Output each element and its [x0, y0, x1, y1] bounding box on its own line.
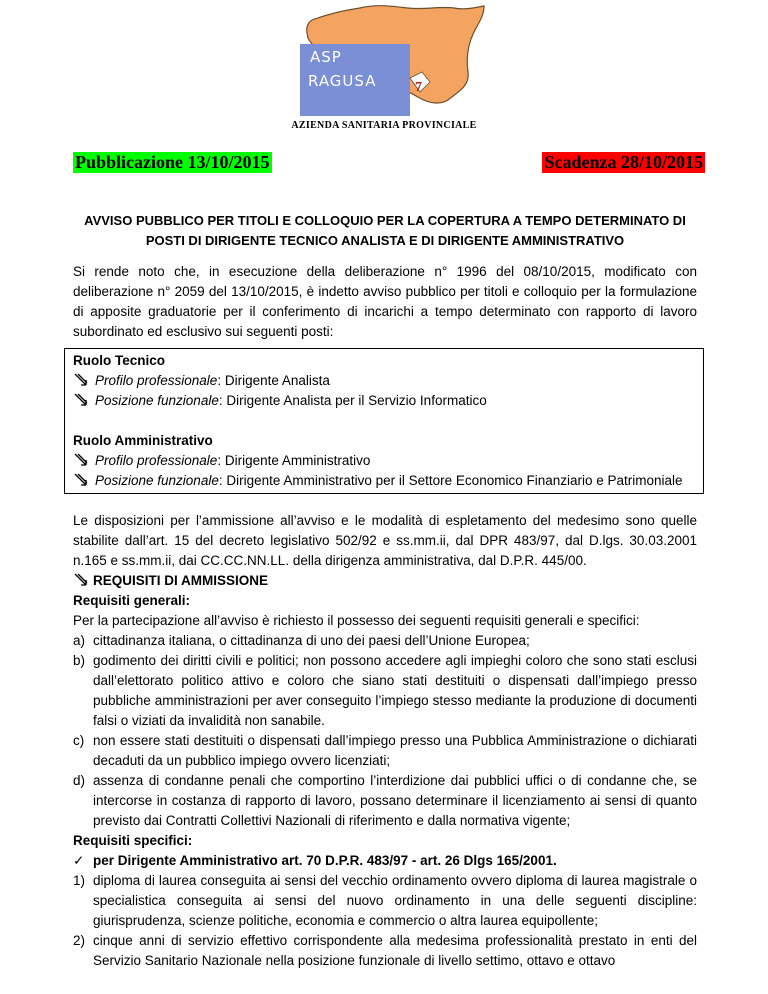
deadline-date: Scadenza 28/10/2015 [544, 152, 703, 172]
logo-text-asp: ASP [310, 48, 342, 66]
arrow-bullet-icon [73, 391, 91, 411]
role-technical-position: Posizione funzionale: Dirigente Analista per il Servizio Informatico [73, 391, 695, 411]
role-admin-heading: Ruolo Amministrativo [73, 433, 213, 448]
logo-text-ragusa: RAGUSA [308, 72, 377, 90]
list-item: 2) cinque anni di servizio effettivo corrispondente alla medesima professionalità prestato in enti del Servizio Sanitario Nazionale nella posizione funzionale di livello settimo, ottavo e ottavo [73, 933, 697, 968]
dispositions-paragraph: Le disposizioni per l’ammissione all’avviso e le modalità di espletamento del medesimo sono quelle stabilite dall’art. 15 del decreto legislativo 502/92 e ss.mm.ii, dal DPR 483/97, dal D.lgs. 30.03.2001 n.165 e ss.mm.ii, dai CC.CC.NN.LL. della dirigenza amministrativa, dal D.P.R. 445/00. [73, 513, 697, 568]
role-technical-profile: Profilo professionale: Dirigente Analista [73, 371, 695, 391]
document-body [73, 511, 697, 971]
requirements-heading: REQUISITI DI AMMISSIONE [73, 571, 697, 591]
arrow-bullet-icon [73, 451, 91, 471]
agency-name: AZIENDA SANITARIA PROVINCIALE [291, 120, 477, 131]
general-requirements-intro: Per la partecipazione all’avviso è richiesto il possesso dei seguenti requisiti generali e specifici: [73, 613, 640, 628]
specific-requirements-bullet: ✓ per Dirigente Amministrativo art. 70 D.P.R. 483/97 - art. 26 Dlgs 165/2001. [73, 851, 697, 871]
arrow-bullet-icon [73, 571, 89, 591]
role-technical-heading: Ruolo Tecnico [73, 353, 166, 368]
list-item: b) godimento dei diritti civili e politici; non possono accedere agli impieghi coloro che sono stati esclusi dall’elettorato politico attivo e coloro che siano stati destituiti o dispensati dall’impiego presso pubbliche amministrazioni per aver conseguito l’impiego stesso mediante la produzione di documenti falsi o viziati da invalidità non sanabile. [73, 653, 697, 728]
role-admin-position: Posizione funzionale: Dirigente Amministrativo per il Settore Economico Finanziario e Patrimoniale [73, 471, 695, 491]
arrow-bullet-icon [73, 371, 91, 391]
list-item: 1) diploma di laurea conseguita ai sensi del vecchio ordinamento ovvero diploma di laurea magistrale o specialistica conseguita ai sensi del nuovo ordinamento in una delle seguenti discipline: giurisprudenza, scienze politiche, economia e commercio o altra laurea equipollente; [73, 873, 697, 928]
general-requirements-heading: Requisiti generali: [73, 593, 191, 608]
notice-title: AVVISO PUBBLICO PER TITOLI E COLLOQUIO PER LA COPERTURA A TEMPO DETERMINATO DI POSTI DI DIRIGENTE TECNICO ANALISTA E DI DIRIGENTE AMMINISTRATIVO [84, 213, 686, 248]
role-admin-profile: Profilo professionale: Dirigente Amministrativo [73, 451, 695, 471]
intro-paragraph: Si rende noto che, in esecuzione della deliberazione n° 1996 del 08/10/2015, modificato con deliberazione n° 2059 del 13/10/2015, è indetto avviso pubblico per titoli e colloquio per la formulazione di apposite graduatorie per il conferimento di incarichi a tempo determinato con rapporto di lavoro subordinato ed esclusivo sui seguenti posti: [73, 264, 697, 339]
roles-box [64, 348, 704, 494]
asp-ragusa-logo [298, 0, 488, 120]
publication-date: Pubblicazione 13/10/2015 [75, 152, 270, 172]
specific-requirements-heading: Requisiti specifici: [73, 833, 193, 848]
arrow-bullet-icon [73, 471, 91, 491]
checkmark-icon: ✓ [73, 853, 85, 868]
list-item: a) cittadinanza italiana, o cittadinanza di uno dei paesi dell’Unione Europea; [73, 633, 530, 648]
logo-number: 7 [415, 80, 422, 95]
list-item: c) non essere stati destituiti o dispensati dall’impiego presso una Pubblica Amministrazione o dichiarati decaduti da un pubblico impiego ovvero licenziati; [73, 733, 697, 768]
list-item: d) assenza di condanne penali che comportino l’interdizione dai pubblici uffici o di condanne che, se intercorse in costanza di rapporto di lavoro, possano determinare il licenziamento ai sensi di quanto previsto dai Contratti Collettivi Nazionali di riferimento e dalla normativa vigente; [73, 773, 697, 828]
